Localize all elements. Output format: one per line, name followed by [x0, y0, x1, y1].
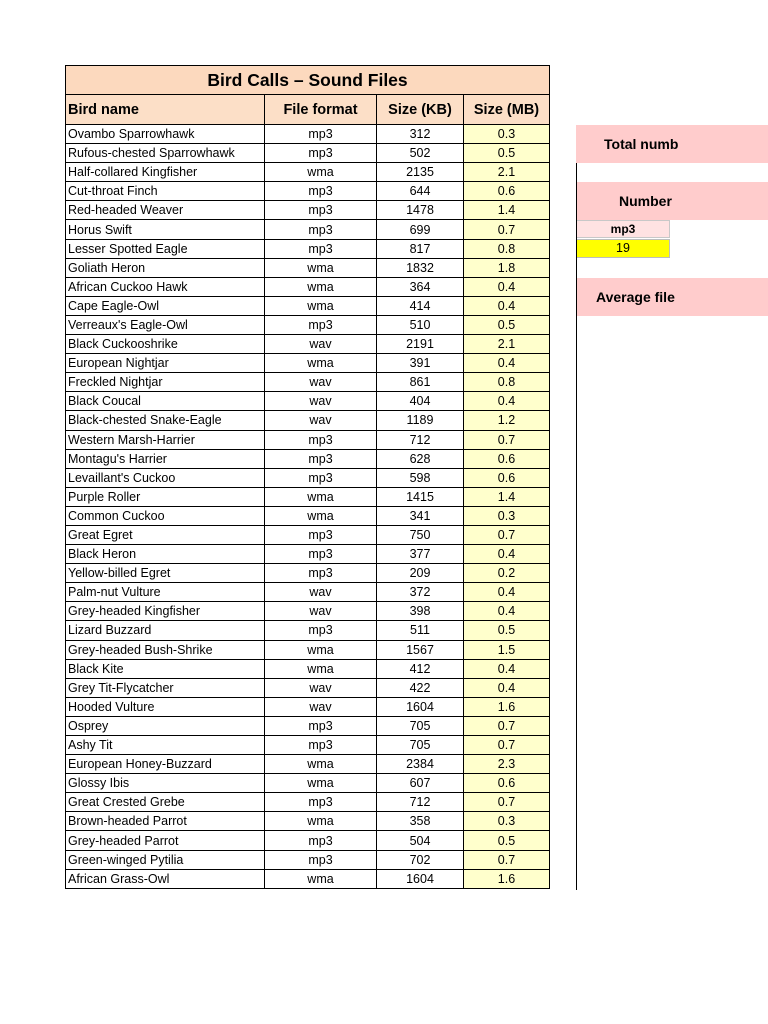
cell-file-format[interactable]: wav: [265, 678, 377, 697]
header-size-kb[interactable]: Size (KB): [377, 95, 464, 125]
table-row[interactable]: [66, 850, 550, 869]
cell-file-format[interactable]: wma: [265, 869, 377, 888]
cell-bird-name[interactable]: Lizard Buzzard: [66, 621, 265, 640]
cell-file-format[interactable]: mp3: [265, 621, 377, 640]
cell-bird-name[interactable]: European Honey-Buzzard: [66, 755, 265, 774]
cell-file-format[interactable]: mp3: [265, 125, 377, 144]
cell-size-kb[interactable]: 398: [377, 602, 464, 621]
table-row[interactable]: [66, 430, 550, 449]
cell-size-mb[interactable]: 1.4: [464, 487, 550, 506]
cell-size-mb[interactable]: 0.7: [464, 850, 550, 869]
cell-file-format[interactable]: mp3: [265, 239, 377, 258]
cell-bird-name[interactable]: Palm-nut Vulture: [66, 583, 265, 602]
cell-size-kb[interactable]: 209: [377, 564, 464, 583]
cell-bird-name[interactable]: Black Cuckooshrike: [66, 335, 265, 354]
cell-size-kb[interactable]: 750: [377, 525, 464, 544]
cell-file-format[interactable]: wma: [265, 277, 377, 296]
cell-file-format[interactable]: mp3: [265, 525, 377, 544]
cell-file-format[interactable]: mp3: [265, 793, 377, 812]
cell-size-kb[interactable]: 1604: [377, 697, 464, 716]
table-row[interactable]: [66, 640, 550, 659]
table-row[interactable]: [66, 697, 550, 716]
cell-file-format[interactable]: wav: [265, 392, 377, 411]
cell-bird-name[interactable]: Great Crested Grebe: [66, 793, 265, 812]
cell-size-mb[interactable]: 0.8: [464, 239, 550, 258]
cell-bird-name[interactable]: Red-headed Weaver: [66, 201, 265, 220]
cell-bird-name[interactable]: Purple Roller: [66, 487, 265, 506]
table-row[interactable]: [66, 545, 550, 564]
cell-size-kb[interactable]: 404: [377, 392, 464, 411]
cell-size-kb[interactable]: 598: [377, 468, 464, 487]
cell-size-mb[interactable]: 0.7: [464, 525, 550, 544]
table-row[interactable]: [66, 182, 550, 201]
cell-size-mb[interactable]: 0.5: [464, 621, 550, 640]
cell-size-mb[interactable]: 0.7: [464, 220, 550, 239]
cell-bird-name[interactable]: Brown-headed Parrot: [66, 812, 265, 831]
cell-size-kb[interactable]: 377: [377, 545, 464, 564]
table-row[interactable]: [66, 736, 550, 755]
table-row[interactable]: [66, 793, 550, 812]
cell-file-format[interactable]: mp3: [265, 468, 377, 487]
cell-file-format[interactable]: wma: [265, 812, 377, 831]
cell-size-mb[interactable]: 0.4: [464, 277, 550, 296]
cell-bird-name[interactable]: Horus Swift: [66, 220, 265, 239]
cell-size-kb[interactable]: 358: [377, 812, 464, 831]
cell-size-mb[interactable]: 1.5: [464, 640, 550, 659]
cell-size-kb[interactable]: 1478: [377, 201, 464, 220]
cell-file-format[interactable]: wma: [265, 163, 377, 182]
cell-size-mb[interactable]: 0.3: [464, 812, 550, 831]
cell-file-format[interactable]: mp3: [265, 182, 377, 201]
cell-size-mb[interactable]: 1.4: [464, 201, 550, 220]
cell-file-format[interactable]: wma: [265, 774, 377, 793]
cell-file-format[interactable]: wav: [265, 697, 377, 716]
number-label: Number: [619, 193, 672, 209]
cell-bird-name[interactable]: Rufous-chested Sparrowhawk: [66, 144, 265, 163]
cell-file-format[interactable]: mp3: [265, 716, 377, 735]
cell-file-format[interactable]: wma: [265, 640, 377, 659]
cell-bird-name[interactable]: Grey Tit-Flycatcher: [66, 678, 265, 697]
cell-size-kb[interactable]: 372: [377, 583, 464, 602]
cell-bird-name[interactable]: Western Marsh-Harrier: [66, 430, 265, 449]
cell-size-kb[interactable]: 341: [377, 506, 464, 525]
cell-file-format[interactable]: wma: [265, 354, 377, 373]
cell-size-kb[interactable]: 504: [377, 831, 464, 850]
cell-bird-name[interactable]: Black Kite: [66, 659, 265, 678]
cell-size-kb[interactable]: 502: [377, 144, 464, 163]
cell-file-format[interactable]: wma: [265, 659, 377, 678]
average-file-box[interactable]: [576, 278, 768, 316]
cell-size-kb[interactable]: 412: [377, 659, 464, 678]
cell-size-mb[interactable]: 0.4: [464, 678, 550, 697]
table-row[interactable]: [66, 354, 550, 373]
cell-size-mb[interactable]: 0.7: [464, 736, 550, 755]
table-row[interactable]: [66, 831, 550, 850]
cell-file-format[interactable]: wma: [265, 296, 377, 315]
table-row[interactable]: [66, 621, 550, 640]
table-row[interactable]: [66, 125, 550, 144]
cell-size-kb[interactable]: 699: [377, 220, 464, 239]
cell-size-kb[interactable]: 628: [377, 449, 464, 468]
cell-size-mb[interactable]: 0.3: [464, 506, 550, 525]
cell-size-kb[interactable]: 1189: [377, 411, 464, 430]
table-row[interactable]: [66, 602, 550, 621]
cell-file-format[interactable]: mp3: [265, 850, 377, 869]
cell-size-mb[interactable]: 0.6: [464, 774, 550, 793]
cell-size-mb[interactable]: 0.4: [464, 659, 550, 678]
cell-size-mb[interactable]: 0.5: [464, 831, 550, 850]
table-row[interactable]: [66, 678, 550, 697]
cell-file-format[interactable]: wav: [265, 411, 377, 430]
table-row[interactable]: [66, 869, 550, 888]
table-row[interactable]: [66, 564, 550, 583]
bird-calls-table: [65, 65, 550, 889]
cell-size-mb[interactable]: 0.6: [464, 449, 550, 468]
cell-file-format[interactable]: wav: [265, 602, 377, 621]
cell-file-format[interactable]: mp3: [265, 449, 377, 468]
cell-file-format[interactable]: wma: [265, 506, 377, 525]
cell-size-mb[interactable]: 0.4: [464, 545, 550, 564]
cell-size-kb[interactable]: 364: [377, 277, 464, 296]
table-row[interactable]: [66, 315, 550, 334]
cell-bird-name[interactable]: Levaillant's Cuckoo: [66, 468, 265, 487]
table-row[interactable]: [66, 506, 550, 525]
cell-bird-name[interactable]: Common Cuckoo: [66, 506, 265, 525]
cell-size-kb[interactable]: 1567: [377, 640, 464, 659]
cell-size-kb[interactable]: 1604: [377, 869, 464, 888]
cell-file-format[interactable]: mp3: [265, 201, 377, 220]
cell-bird-name[interactable]: Grey-headed Parrot: [66, 831, 265, 850]
cell-size-mb[interactable]: 0.4: [464, 296, 550, 315]
cell-file-format[interactable]: mp3: [265, 430, 377, 449]
cell-size-kb[interactable]: 644: [377, 182, 464, 201]
table-row[interactable]: [66, 392, 550, 411]
cell-size-kb[interactable]: 705: [377, 716, 464, 735]
table-row[interactable]: [66, 220, 550, 239]
table-row[interactable]: [66, 449, 550, 468]
cell-bird-name[interactable]: African Grass-Owl: [66, 869, 265, 888]
cell-bird-name[interactable]: African Cuckoo Hawk: [66, 277, 265, 296]
average-file-label: Average file: [596, 289, 675, 305]
cell-size-kb[interactable]: 312: [377, 125, 464, 144]
cell-size-mb[interactable]: 0.4: [464, 602, 550, 621]
cell-size-kb[interactable]: 607: [377, 774, 464, 793]
cell-size-kb[interactable]: 712: [377, 793, 464, 812]
cell-bird-name[interactable]: Black-chested Snake-Eagle: [66, 411, 265, 430]
cell-size-mb[interactable]: 1.6: [464, 697, 550, 716]
table-row[interactable]: [66, 487, 550, 506]
column-divider: [576, 163, 577, 890]
cell-size-mb[interactable]: 0.6: [464, 468, 550, 487]
cell-size-mb[interactable]: 0.4: [464, 583, 550, 602]
cell-file-format[interactable]: mp3: [265, 831, 377, 850]
cell-size-kb[interactable]: 705: [377, 736, 464, 755]
cell-file-format[interactable]: mp3: [265, 736, 377, 755]
table-row[interactable]: [66, 296, 550, 315]
cell-size-kb[interactable]: 1832: [377, 258, 464, 277]
cell-size-kb[interactable]: 391: [377, 354, 464, 373]
cell-bird-name[interactable]: Grey-headed Kingfisher: [66, 602, 265, 621]
number-box[interactable]: [576, 182, 768, 220]
cell-size-kb[interactable]: 511: [377, 621, 464, 640]
cell-bird-name[interactable]: Montagu's Harrier: [66, 449, 265, 468]
cell-size-kb[interactable]: 712: [377, 430, 464, 449]
table-row[interactable]: [66, 335, 550, 354]
cell-size-mb[interactable]: 0.4: [464, 354, 550, 373]
cell-size-mb[interactable]: 0.5: [464, 315, 550, 334]
header-file-format[interactable]: File format: [265, 95, 377, 125]
cell-size-mb[interactable]: 0.7: [464, 430, 550, 449]
sheet-title[interactable]: Bird Calls – Sound Files: [66, 66, 550, 95]
cell-file-format[interactable]: mp3: [265, 564, 377, 583]
cell-size-kb[interactable]: 510: [377, 315, 464, 334]
cell-size-mb[interactable]: 0.4: [464, 392, 550, 411]
table-row[interactable]: [66, 201, 550, 220]
cell-bird-name[interactable]: Half-collared Kingfisher: [66, 163, 265, 182]
cell-size-kb[interactable]: 861: [377, 373, 464, 392]
cell-size-kb[interactable]: 2135: [377, 163, 464, 182]
cell-size-kb[interactable]: 702: [377, 850, 464, 869]
cell-bird-name[interactable]: Verreaux's Eagle-Owl: [66, 315, 265, 334]
cell-size-mb[interactable]: 2.3: [464, 755, 550, 774]
cell-size-mb[interactable]: 1.8: [464, 258, 550, 277]
cell-bird-name[interactable]: Black Heron: [66, 545, 265, 564]
cell-size-kb[interactable]: 2384: [377, 755, 464, 774]
table-row[interactable]: [66, 163, 550, 182]
cell-file-format[interactable]: wav: [265, 373, 377, 392]
cell-bird-name[interactable]: Cut-throat Finch: [66, 182, 265, 201]
table-row[interactable]: [66, 755, 550, 774]
cell-size-mb[interactable]: 0.3: [464, 125, 550, 144]
cell-bird-name[interactable]: Yellow-billed Egret: [66, 564, 265, 583]
cell-bird-name[interactable]: Osprey: [66, 716, 265, 735]
cell-file-format[interactable]: wma: [265, 755, 377, 774]
cell-file-format[interactable]: wma: [265, 258, 377, 277]
total-number-box[interactable]: [576, 125, 768, 163]
cell-bird-name[interactable]: Black Coucal: [66, 392, 265, 411]
table-row[interactable]: [66, 411, 550, 430]
table-row[interactable]: [66, 144, 550, 163]
cell-size-mb[interactable]: 1.2: [464, 411, 550, 430]
header-bird-name[interactable]: Bird name: [66, 95, 265, 125]
cell-size-mb[interactable]: 2.1: [464, 335, 550, 354]
cell-file-format[interactable]: mp3: [265, 144, 377, 163]
cell-size-mb[interactable]: 1.6: [464, 869, 550, 888]
cell-file-format[interactable]: wav: [265, 335, 377, 354]
format-label-cell[interactable]: mp3: [576, 220, 670, 238]
cell-size-mb[interactable]: 0.7: [464, 793, 550, 812]
cell-file-format[interactable]: mp3: [265, 220, 377, 239]
table-row[interactable]: [66, 258, 550, 277]
table-row[interactable]: [66, 659, 550, 678]
cell-file-format[interactable]: mp3: [265, 545, 377, 564]
cell-bird-name[interactable]: Lesser Spotted Eagle: [66, 239, 265, 258]
cell-file-format[interactable]: wav: [265, 583, 377, 602]
table-row[interactable]: [66, 468, 550, 487]
cell-size-mb[interactable]: 0.7: [464, 716, 550, 735]
table-row[interactable]: [66, 716, 550, 735]
table-row[interactable]: [66, 277, 550, 296]
cell-size-kb[interactable]: 2191: [377, 335, 464, 354]
cell-file-format[interactable]: mp3: [265, 315, 377, 334]
table-row[interactable]: [66, 239, 550, 258]
header-size-mb[interactable]: Size (MB): [464, 95, 550, 125]
table-row[interactable]: [66, 373, 550, 392]
cell-size-mb[interactable]: 0.8: [464, 373, 550, 392]
cell-size-kb[interactable]: 1415: [377, 487, 464, 506]
cell-bird-name[interactable]: Ovambo Sparrowhawk: [66, 125, 265, 144]
cell-bird-name[interactable]: Glossy Ibis: [66, 774, 265, 793]
cell-bird-name[interactable]: Great Egret: [66, 525, 265, 544]
cell-size-kb[interactable]: 422: [377, 678, 464, 697]
table-body: [66, 125, 550, 889]
cell-size-mb[interactable]: 0.6: [464, 182, 550, 201]
cell-bird-name[interactable]: Freckled Nightjar: [66, 373, 265, 392]
table-row[interactable]: [66, 812, 550, 831]
cell-bird-name[interactable]: Green-winged Pytilia: [66, 850, 265, 869]
cell-size-kb[interactable]: 414: [377, 296, 464, 315]
table-row[interactable]: [66, 525, 550, 544]
cell-file-format[interactable]: wma: [265, 487, 377, 506]
cell-bird-name[interactable]: Cape Eagle-Owl: [66, 296, 265, 315]
cell-size-kb[interactable]: 817: [377, 239, 464, 258]
cell-bird-name[interactable]: European Nightjar: [66, 354, 265, 373]
total-number-label: Total numb: [604, 136, 679, 152]
cell-size-mb[interactable]: 0.5: [464, 144, 550, 163]
format-count-cell[interactable]: 19: [576, 239, 670, 258]
cell-size-mb[interactable]: 0.2: [464, 564, 550, 583]
table-row[interactable]: [66, 774, 550, 793]
table-row[interactable]: [66, 583, 550, 602]
cell-bird-name[interactable]: Goliath Heron: [66, 258, 265, 277]
cell-bird-name[interactable]: Hooded Vulture: [66, 697, 265, 716]
cell-bird-name[interactable]: Ashy Tit: [66, 736, 265, 755]
cell-bird-name[interactable]: Grey-headed Bush-Shrike: [66, 640, 265, 659]
cell-size-mb[interactable]: 2.1: [464, 163, 550, 182]
